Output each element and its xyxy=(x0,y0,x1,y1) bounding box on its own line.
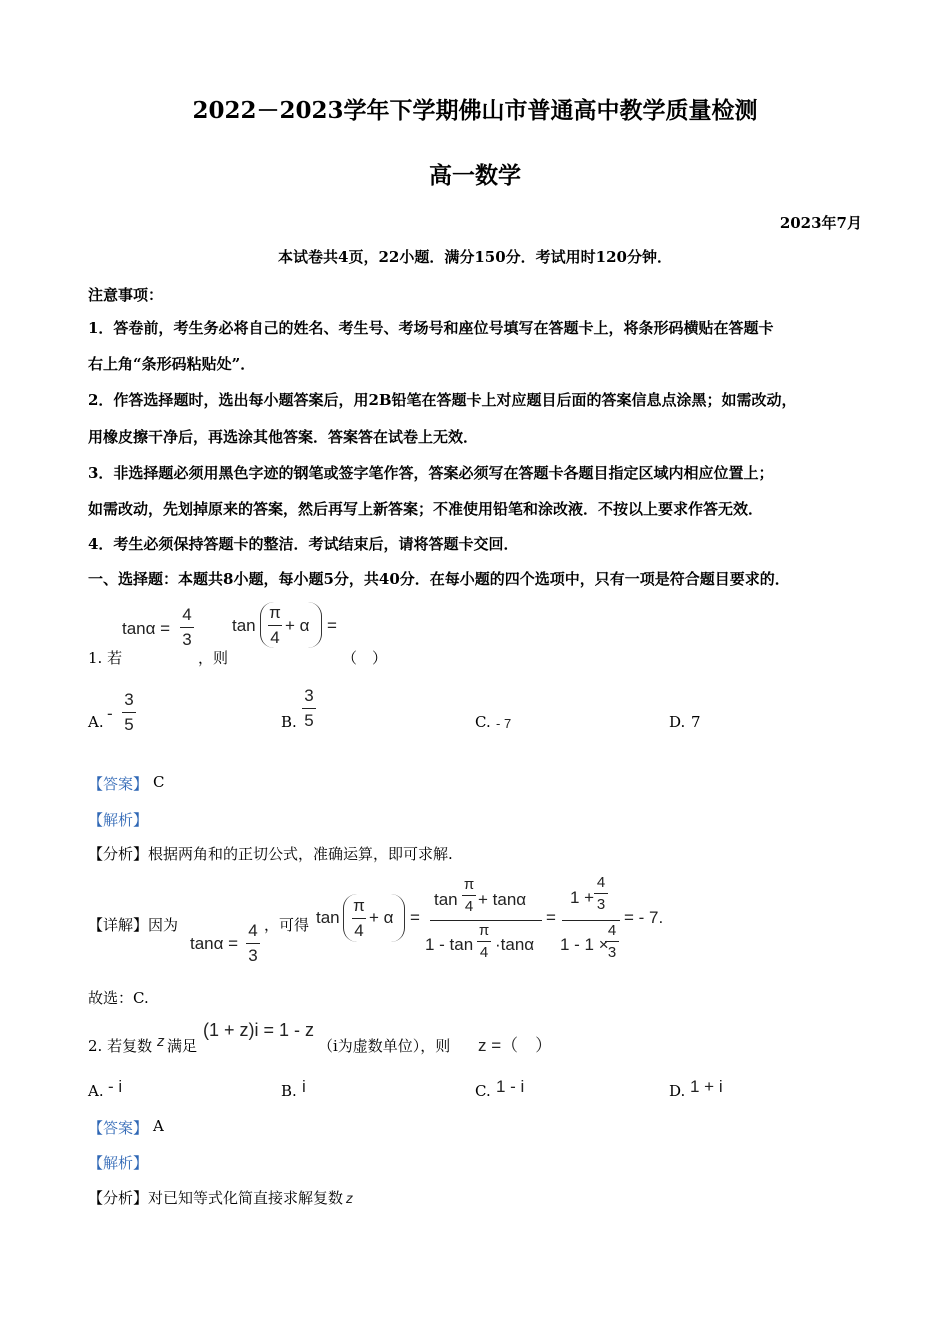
q1-four: 4 xyxy=(270,628,280,647)
q1-detail-plus-alpha: + α xyxy=(369,908,394,927)
q1-detail-num-four: 4 xyxy=(464,898,474,915)
q2-option-a-value: - i xyxy=(108,1077,123,1096)
q2-z-variable: z xyxy=(157,1033,165,1050)
q1-detail-den-pi: π xyxy=(478,922,490,939)
fraction-bar xyxy=(352,918,366,919)
q1-answer-tag: 【答案】 xyxy=(88,775,149,793)
q1-option-a-label: A. xyxy=(88,713,104,731)
note-1-line-2: 右上角“条形码粘贴处”． xyxy=(88,355,256,373)
q1-detail-four: 4 xyxy=(354,921,364,940)
q1-detail-result: = - 7. xyxy=(624,908,664,927)
q1-option-a-fraction xyxy=(122,690,136,735)
note-1-line-1: 1．答卷前，考生务必将自己的姓名、考生号、考场号和座位号填写在答题卡上，将条形码横贴在答题卡 xyxy=(88,319,774,337)
q1-detail-given-denominator: 3 xyxy=(248,946,258,965)
fraction-bar xyxy=(122,712,136,713)
note-2-line-2: 用橡皮擦干净后，再选涂其他答案．答案答在试卷上无效． xyxy=(88,428,479,446)
q1-conclusion: 故选：C. xyxy=(88,989,149,1007)
q1-fenxi-text: 根据两角和的正切公式，准确运算，即可求解. xyxy=(148,845,453,863)
q2-satisfy: 满足 xyxy=(167,1037,198,1055)
page-title: 2022－2023学年下学期佛山市普通高中教学质量检测 xyxy=(192,97,758,124)
q2-fenxi-text: 对已知等式化简直接求解复数 xyxy=(148,1189,344,1207)
note-3-line-2: 如需改动，先划掉原来的答案，然后再写上新答案；不准使用铅笔和涂改液．不按以上要求作答无效． xyxy=(88,500,764,518)
q1-option-c-value: - 7 xyxy=(496,716,512,731)
q2-prefix: 2. 若复数 xyxy=(88,1037,153,1055)
q2-option-b-value: i xyxy=(302,1077,306,1096)
q2-option-c-label: C. xyxy=(475,1082,491,1100)
q1-detail-one-minus-one-times: 1 - 1 × xyxy=(560,935,609,954)
q1-detail-den-four: 4 xyxy=(479,944,489,961)
q1-option-a-numerator: 3 xyxy=(124,690,134,709)
q1-detail-tan-alpha: tanα = xyxy=(190,934,239,953)
q2-jiexi-tag: 【解析】 xyxy=(88,1154,149,1172)
q2-fenxi-tag: 【分析】 xyxy=(88,1189,149,1207)
q1-detail-den-four-thirds-denominator: 3 xyxy=(607,944,617,961)
q1-option-d-value: 7 xyxy=(691,713,701,731)
q1-detail-tan: tan xyxy=(316,908,340,927)
q1-detail-den-dot-tan-alpha: ·tanα xyxy=(495,935,535,954)
fraction-bar xyxy=(180,627,194,628)
q1-detail-equals-1: = xyxy=(410,908,420,927)
q1-equals: = xyxy=(327,616,337,635)
q1-detail-num-four-thirds-numerator: 4 xyxy=(596,874,606,891)
q1-tan-label: tan xyxy=(232,616,256,635)
exam-date: 2023年7月 xyxy=(779,214,862,232)
fraction-bar xyxy=(605,941,619,942)
q1-prefix: 1. 若 xyxy=(88,649,123,667)
notes-heading: 注意事项： xyxy=(88,286,164,304)
q1-given-denominator: 3 xyxy=(182,630,192,649)
note-2-line-1: 2．作答选择题时，选出每小题答案后，用2B铅笔在答题卡上对应题目后面的答案信息点涂黑；如需改动， xyxy=(88,391,797,409)
fraction-bar xyxy=(594,893,608,894)
q1-xiangjie-tag: 【详解】 xyxy=(88,916,149,934)
q1-detail-num-four-thirds-denominator: 3 xyxy=(596,896,606,913)
q1-tan-alpha-lhs: tanα = xyxy=(122,619,171,638)
q1-detail-given-numerator: 4 xyxy=(248,921,258,940)
q2-option-a-label: A. xyxy=(88,1082,104,1100)
q1-detail-num-tan: tan xyxy=(434,890,458,909)
q2-answer-tag: 【答案】 xyxy=(88,1119,149,1137)
q2-fenxi-z: z xyxy=(346,1190,354,1206)
q2-option-c-value: 1 - i xyxy=(496,1077,525,1096)
q1-option-b-fraction xyxy=(302,686,316,731)
fraction-bar xyxy=(268,625,282,626)
q1-xiangjie-because: 因为 xyxy=(148,916,179,934)
q1-detail-given-fraction xyxy=(246,921,260,966)
exam-info: 本试卷共4页，22小题．满分150分．考试用时120分钟． xyxy=(278,248,672,266)
q1-fenxi-tag: 【分析】 xyxy=(88,845,149,863)
q1-detail-num-pi: π xyxy=(463,876,475,893)
q1-pi: π xyxy=(269,603,281,622)
q1-jiexi-tag: 【解析】 xyxy=(88,811,149,829)
q1-detail-main-fraction-bar xyxy=(430,920,542,921)
q1-pi-over-4 xyxy=(268,603,282,648)
q1-option-b-denominator: 5 xyxy=(304,711,314,730)
q1-detail-second-fraction-bar xyxy=(562,920,620,921)
fraction-bar xyxy=(477,941,491,942)
q1-plus-alpha: + α xyxy=(285,616,310,635)
q1-option-d-label: D. xyxy=(669,713,686,731)
q1-xiangjie-obtain: ，可得 xyxy=(264,916,310,934)
q1-detail-one-plus: 1 + xyxy=(570,888,595,907)
q2-equation: (1 + z)i = 1 - z xyxy=(203,1020,315,1040)
q1-option-a-denominator: 5 xyxy=(124,715,134,734)
subject-title: 高一数学 xyxy=(429,162,521,189)
fraction-bar xyxy=(302,708,316,709)
q1-given-fraction xyxy=(180,605,194,650)
q1-detail-pi: π xyxy=(353,896,365,915)
q2-option-d-label: D. xyxy=(669,1082,686,1100)
q1-then: ，则 xyxy=(198,649,229,667)
q1-detail-equals-2: = xyxy=(546,908,556,927)
q2-note: （i为虚数单位），则 xyxy=(318,1037,451,1055)
q1-fenxi xyxy=(88,843,453,864)
q1-detail-den-pi-over-4 xyxy=(477,922,491,961)
q1-option-c-label: C. xyxy=(475,713,491,731)
note-3-line-1: 3．非选择题必须用黑色字迹的钢笔或签字笔作答，答案必须写在答题卡各题目指定区域内相应位置上； xyxy=(88,464,774,482)
q2-option-b-label: B. xyxy=(281,1082,297,1100)
q2-option-d-value: 1 + i xyxy=(690,1077,723,1096)
q2-fenxi xyxy=(88,1187,353,1208)
fraction-bar xyxy=(246,943,260,944)
fraction-bar xyxy=(462,895,476,896)
q1-answer-blank: （ ） xyxy=(342,649,388,667)
q1-detail-den-four-thirds xyxy=(605,922,619,961)
q1-answer-value: C xyxy=(153,773,165,791)
q1-option-b-label: B. xyxy=(281,713,297,731)
q1-detail-den-one-minus-tan: 1 - tan xyxy=(425,935,474,954)
q1-option-b-numerator: 3 xyxy=(304,686,314,705)
q1-detail-pi-over-4 xyxy=(352,896,366,941)
q1-detail-num-pi-over-4 xyxy=(462,876,476,915)
q1-detail-num-four-thirds xyxy=(594,874,608,913)
q2-ask: z =（ ） xyxy=(478,1036,553,1055)
section-1-heading: 一、选择题：本题共8小题，每小题5分，共40分．在每小题的四个选项中，只有一项是符合题目要求的． xyxy=(88,570,790,588)
q1-xiangjie xyxy=(88,914,178,935)
note-4: 4．考生必须保持答题卡的整洁．考试结束后，请将答题卡交回． xyxy=(88,535,519,553)
q2-answer-value: A xyxy=(153,1117,164,1135)
q1-option-a-sign: - xyxy=(107,704,113,723)
q1-detail-num-plus-tan-alpha: + tanα xyxy=(478,890,527,909)
q1-given-numerator: 4 xyxy=(182,605,192,624)
q1-detail-den-four-thirds-numerator: 4 xyxy=(607,922,617,939)
